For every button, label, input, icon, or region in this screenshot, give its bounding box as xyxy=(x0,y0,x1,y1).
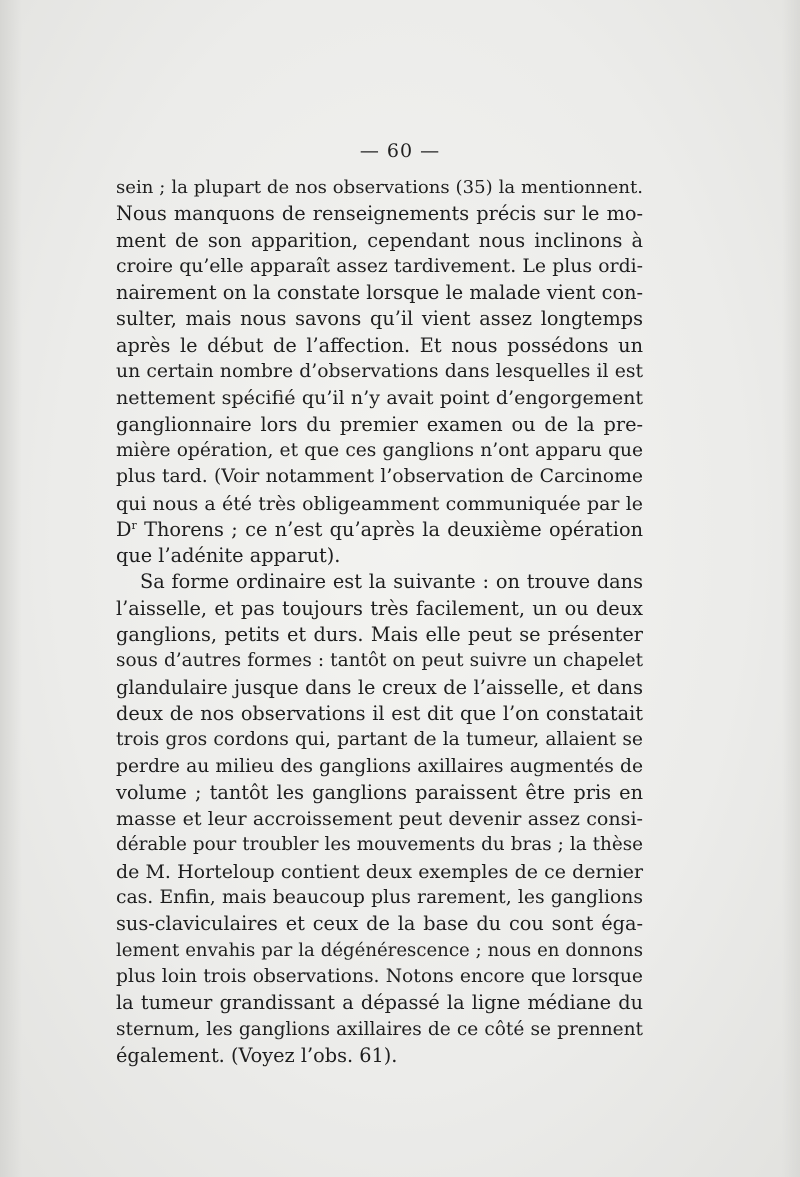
body-text xyxy=(116,175,643,1069)
text-line: ganglions, petits et durs. Mais elle peut se présenter xyxy=(116,623,643,647)
text-line: dérable pour troubler les mouvements du bras ; la thèse xyxy=(116,834,643,856)
scan-shadow-left xyxy=(0,0,22,1177)
text-line: nettement spécifié qu’il n’y avait point d’engorgement xyxy=(116,387,643,410)
text-line: sternum, les ganglions axillaires de ce côté se prennent xyxy=(116,1018,643,1040)
text-line: que l’adénite apparut). xyxy=(116,544,341,568)
text-line: l’aisselle, et pas toujours très facilement, un ou deux xyxy=(116,596,643,620)
paragraph-1 xyxy=(116,175,643,569)
text-line: Nous manquons de renseignements précis sur le mo- xyxy=(116,202,643,226)
text-line: sulter, mais nous savons qu’il vient assez longtemps xyxy=(116,307,643,331)
text-line: croire qu’elle apparaît assez tardivement. Le plus ordi- xyxy=(116,255,643,277)
text-line: plus loin trois observations. Notons encore que lorsque xyxy=(116,965,643,987)
text-line: également. (Voyez l’obs. 61). xyxy=(116,1043,398,1067)
doctor-abbreviation xyxy=(116,518,137,541)
text-line: après le début de l’affection. Et nous possédons un xyxy=(116,333,643,357)
paragraph-2 xyxy=(116,569,643,1069)
text-line: sus-claviculaires et ceux de la base du cou sont éga- xyxy=(116,912,643,936)
text-line: perdre au milieu des ganglions axillaires augmentés de xyxy=(116,755,643,777)
text-line: masse et leur accroissement peut devenir assez consi- xyxy=(116,808,643,831)
scan-shadow-right xyxy=(782,0,800,1177)
text-line: la tumeur grandissant a dépassé la ligne médiane du xyxy=(116,991,643,1015)
text-line: un certain nombre d’observations dans lesquelles il est xyxy=(116,361,643,383)
text-line: cas. Enfin, mais beaucoup plus rarement, les ganglions xyxy=(116,887,643,909)
text-line: Sa forme ordinaire est la suivante : on trouve dans xyxy=(140,570,643,594)
page-number: — 60 — xyxy=(359,140,441,162)
text-line: volume ; tantôt les ganglions paraissent être pris en xyxy=(116,780,643,804)
text-line xyxy=(116,517,643,543)
text-line: de M. Horteloup contient deux exemples de ce dernier xyxy=(116,860,643,883)
text-line: trois gros cordons qui, partant de la tumeur, allaient se xyxy=(116,729,643,751)
text-line: qui nous a été très obligeamment communiquée par le xyxy=(116,492,643,515)
text-line: sous d’autres formes : tantôt on peut suivre un chapelet xyxy=(116,650,643,672)
text-line: lement envahis par la dégénérescence ; nous en donnons xyxy=(116,939,643,961)
text-line: sein ; la plupart de nos observations (35) la mentionnent. xyxy=(116,177,643,198)
text-line: deux de nos observations il est dit que l’on constatait xyxy=(116,701,643,725)
text-line: glandulaire jusque dans le creux de l’aisselle, et dans xyxy=(116,675,643,699)
doctor-superscript: r xyxy=(131,518,137,532)
text-line: ment de son apparition, cependant nous inclinons à xyxy=(116,228,643,252)
text-line: mière opération, et que ces ganglions n’ont apparu que xyxy=(116,439,643,461)
text-line: ganglionnaire lors du premier examen ou de la pre- xyxy=(116,412,643,436)
text-line: nairement on la constate lorsque le malade vient con- xyxy=(116,281,643,305)
doctor-prefix: D xyxy=(116,517,132,541)
text-line-rest: Thorens ; ce n’est qu’après la deuxième opération xyxy=(144,517,644,541)
text-line: plus tard. (Voir notamment l’observation de Carcinome xyxy=(116,466,643,488)
